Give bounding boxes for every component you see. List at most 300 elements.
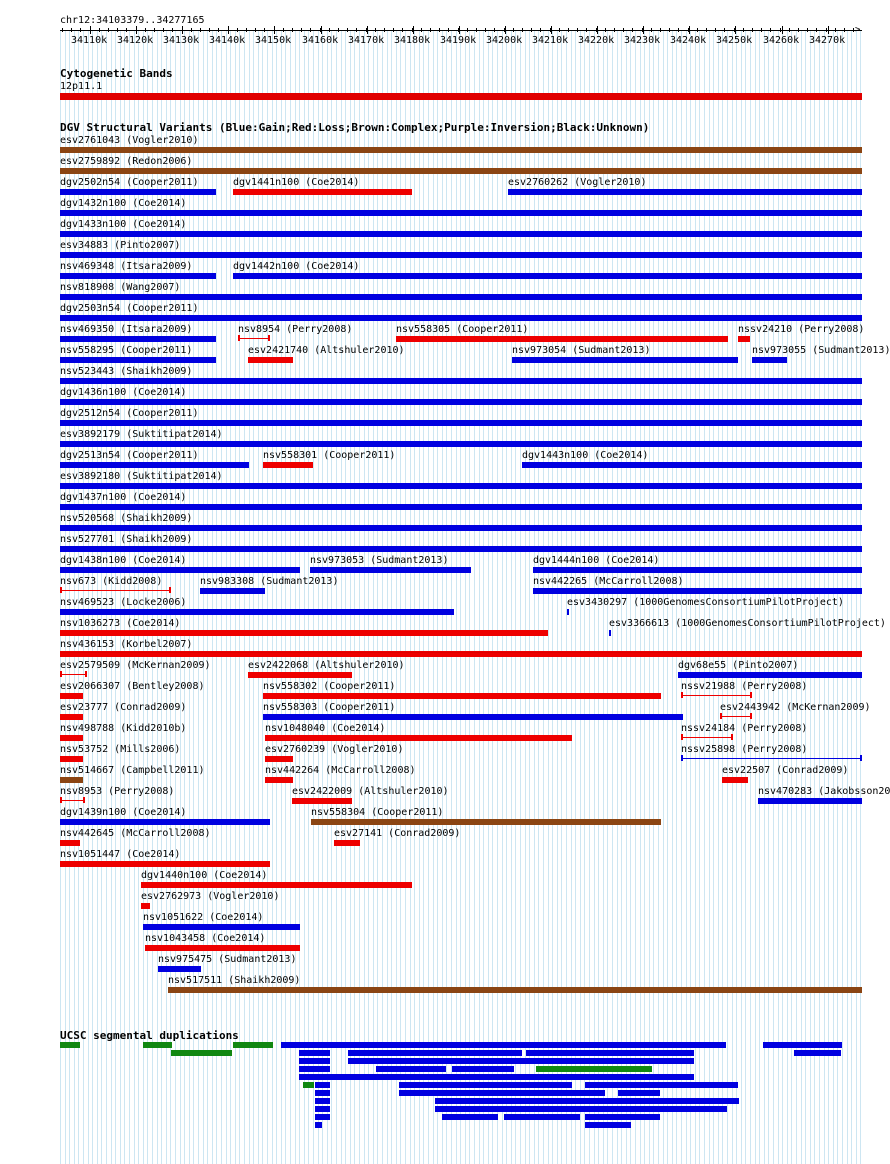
grid-line (198, 30, 199, 1164)
grid-line (410, 30, 411, 1164)
segdup-feature[interactable] (60, 1042, 80, 1048)
ruler-minor-tick (347, 28, 348, 32)
ruler-minor-tick (614, 28, 615, 32)
segdup-feature[interactable] (348, 1050, 522, 1056)
dgv-feature-bar[interactable] (265, 756, 293, 762)
ruler-minor-tick (108, 28, 109, 32)
segdup-feature[interactable] (233, 1042, 273, 1048)
dgv-feature-bar[interactable] (60, 674, 87, 675)
ruler-minor-tick (816, 28, 817, 32)
grid-line (331, 30, 332, 1164)
dgv-feature-label: nsv442264 (McCarroll2008) (265, 765, 416, 776)
dgv-feature-bar[interactable] (60, 800, 85, 801)
dgv-feature-bar[interactable] (60, 504, 862, 510)
dgv-feature-bar[interactable] (141, 903, 150, 909)
ruler-minor-tick (172, 28, 173, 32)
dgv-feature-label: nsv442645 (McCarroll2008) (60, 828, 211, 839)
dgv-feature-label: esv3892179 (Suktitipat2014) (60, 429, 223, 440)
dgv-feature-label: esv3366613 (1000GenomesConsortiumPilotProject) (609, 618, 886, 629)
ruler-minor-tick (724, 28, 725, 32)
dgv-feature-label: nsv673 (Kidd2008) (60, 576, 163, 587)
ruler-minor-tick (522, 28, 523, 32)
dgv-feature-label: dgv1432n100 (Coe2014) (60, 198, 187, 209)
dgv-feature-label: dgv1443n100 (Coe2014) (522, 450, 649, 461)
grid-line (295, 30, 296, 1164)
ruler-minor-tick (853, 28, 854, 32)
grid-line (262, 30, 263, 1164)
ruler-minor-tick (283, 28, 284, 32)
dgv-feature-end-cap (681, 755, 683, 761)
dgv-feature-label: nsv818908 (Wang2007) (60, 282, 181, 293)
segdup-feature[interactable] (399, 1090, 605, 1096)
grid-line (451, 30, 452, 1164)
dgv-feature-bar[interactable] (60, 546, 862, 552)
grid-line (267, 30, 268, 1164)
ruler-major-tick (735, 26, 736, 34)
dgv-feature-end-cap (60, 587, 62, 593)
dgv-feature-bar[interactable] (720, 716, 752, 717)
dgv-feature-bar[interactable] (758, 798, 862, 804)
grid-line (244, 30, 245, 1164)
ruler-minor-tick (531, 28, 532, 32)
dgv-feature-label: dgv2503n54 (Cooper2011) (60, 303, 199, 314)
grid-line (203, 30, 204, 1164)
dgv-feature-bar[interactable] (60, 231, 862, 237)
dgv-feature-label: nsv558295 (Cooper2011) (60, 345, 193, 356)
segdup-feature[interactable] (315, 1106, 330, 1112)
segdup-feature[interactable] (585, 1114, 660, 1120)
ruler-minor-tick (577, 28, 578, 32)
dgv-feature-bar[interactable] (508, 189, 862, 195)
dgv-feature-bar[interactable] (60, 147, 862, 153)
segdup-feature[interactable] (315, 1090, 330, 1096)
dgv-feature-bar[interactable] (60, 693, 83, 699)
dgv-feature-bar[interactable] (311, 819, 661, 825)
segdup-track-title: UCSC segmental duplications (60, 1029, 239, 1042)
segdup-feature[interactable] (452, 1066, 514, 1072)
segdup-feature[interactable] (618, 1090, 660, 1096)
dgv-feature-bar[interactable] (248, 357, 293, 363)
dgv-feature-bar[interactable] (60, 735, 83, 741)
ruler-tick-label: 34190k (440, 35, 477, 46)
dgv-feature-bar[interactable] (60, 378, 862, 384)
grid-line (189, 30, 190, 1164)
dgv-feature-end-cap (268, 335, 270, 341)
dgv-feature-bar[interactable] (158, 966, 201, 972)
grid-line (446, 30, 447, 1164)
ruler-tick-label: 34260k (763, 35, 800, 46)
dgv-feature-bar[interactable] (60, 525, 862, 531)
ruler-minor-tick (384, 28, 385, 32)
ruler-minor-tick (743, 28, 744, 32)
dgv-feature-label: nsv469348 (Itsara2009) (60, 261, 193, 272)
ruler-minor-tick (494, 28, 495, 32)
dgv-feature-bar[interactable] (681, 758, 862, 759)
dgv-feature-bar[interactable] (233, 189, 412, 195)
dgv-feature-bar[interactable] (678, 672, 862, 678)
ruler-minor-tick (485, 28, 486, 32)
dgv-feature-bar[interactable] (60, 273, 216, 279)
dgv-feature-end-cap (60, 797, 62, 803)
ruler-minor-tick (356, 28, 357, 32)
ruler-major-tick (459, 26, 460, 34)
dgv-feature-label: nssv25898 (Perry2008) (681, 744, 808, 755)
dgv-feature-label: dgv2502n54 (Cooper2011) (60, 177, 199, 188)
grid-line (538, 30, 539, 1164)
grid-line (465, 30, 466, 1164)
dgv-feature-bar[interactable] (60, 336, 216, 342)
grid-line (506, 30, 507, 1164)
segdup-feature[interactable] (348, 1058, 694, 1064)
dgv-feature-bar[interactable] (265, 735, 572, 741)
dgv-feature-bar[interactable] (265, 777, 293, 783)
dgv-feature-bar[interactable] (238, 338, 270, 339)
dgv-feature-end-cap (60, 671, 62, 677)
grid-line (488, 30, 489, 1164)
grid-line (207, 30, 208, 1164)
dgv-feature-bar[interactable] (60, 294, 862, 300)
dgv-feature-bar[interactable] (60, 168, 862, 174)
ruler-minor-tick (439, 28, 440, 32)
grid-line (364, 30, 365, 1164)
grid-line (847, 30, 848, 1164)
grid-line (377, 30, 378, 1164)
ruler-minor-tick (338, 28, 339, 32)
grid-line (272, 30, 273, 1164)
dgv-feature-label: nsv558304 (Cooper2011) (311, 807, 444, 818)
grid-line (382, 30, 383, 1164)
ruler-major-tick (689, 26, 690, 34)
dgv-feature-bar[interactable] (512, 357, 738, 363)
ruler-tick-label: 34110k (71, 35, 108, 46)
ruler-minor-tick (623, 28, 624, 32)
ruler-minor-tick (329, 28, 330, 32)
segdup-feature[interactable] (315, 1122, 322, 1128)
dgv-feature-label: nsv973053 (Sudmant2013) (310, 555, 449, 566)
grid-line (851, 30, 852, 1164)
dgv-feature-end-cap (750, 692, 752, 698)
segdup-feature[interactable] (299, 1058, 330, 1064)
grid-line (442, 30, 443, 1164)
ruler-tick-label: 34130k (163, 35, 200, 46)
dgv-feature-label: dgv1440n100 (Coe2014) (141, 870, 268, 881)
dgv-feature-label: nsv436153 (Korbel2007) (60, 639, 193, 650)
dgv-feature-bar[interactable] (60, 315, 862, 321)
dgv-feature-bar[interactable] (738, 336, 750, 342)
segdup-feature[interactable] (435, 1106, 727, 1112)
segdup-feature[interactable] (435, 1098, 739, 1104)
ruler-minor-tick (697, 28, 698, 32)
dgv-feature-bar[interactable] (396, 336, 728, 342)
dgv-feature-bar[interactable] (168, 987, 862, 993)
dgv-feature-label: nssv24210 (Perry2008) (738, 324, 865, 335)
grid-line (552, 30, 553, 1164)
segdup-feature[interactable] (315, 1098, 330, 1104)
dgv-feature-bar[interactable] (609, 630, 611, 636)
ruler-minor-tick (264, 28, 265, 32)
grid-line (557, 30, 558, 1164)
track-overflow-separator (60, 652, 862, 653)
dgv-feature-label: esv23777 (Conrad2009) (60, 702, 187, 713)
grid-line (373, 30, 374, 1164)
ruler-major-tick (321, 26, 322, 34)
ruler-minor-tick (568, 28, 569, 32)
dgv-feature-label: dgv1433n100 (Coe2014) (60, 219, 187, 230)
ruler-minor-tick (651, 28, 652, 32)
dgv-feature-bar[interactable] (200, 588, 265, 594)
ruler-minor-tick (448, 28, 449, 32)
ruler-minor-tick (421, 28, 422, 32)
dgv-feature-end-cap (85, 671, 87, 677)
ruler-major-tick (551, 26, 552, 34)
ruler-minor-tick (540, 28, 541, 32)
dgv-feature-label: dgv1436n100 (Coe2014) (60, 387, 187, 398)
grid-line (276, 30, 277, 1164)
segdup-feature[interactable] (585, 1122, 631, 1128)
dgv-feature-bar[interactable] (60, 420, 862, 426)
ruler-minor-tick (292, 28, 293, 32)
dgv-feature-bar[interactable] (522, 462, 862, 468)
dgv-feature-end-cap (750, 713, 752, 719)
ruler-minor-tick (163, 28, 164, 32)
dgv-feature-label: dgv1437n100 (Coe2014) (60, 492, 187, 503)
grid-line (290, 30, 291, 1164)
ruler-minor-tick (632, 28, 633, 32)
ruler-tick-label: 34200k (486, 35, 523, 46)
dgv-feature-bar[interactable] (60, 819, 270, 825)
ruler-major-tick (643, 26, 644, 34)
ruler-minor-tick (789, 28, 790, 32)
segdup-feature[interactable] (315, 1114, 330, 1120)
segdup-feature[interactable] (504, 1114, 580, 1120)
dgv-feature-label: nsv1051447 (Coe2014) (60, 849, 181, 860)
dgv-feature-bar[interactable] (143, 924, 300, 930)
dgv-feature-bar[interactable] (60, 441, 862, 447)
dgv-feature-label: esv2761043 (Vogler2010) (60, 135, 199, 146)
grid-line (216, 30, 217, 1164)
dgv-feature-bar[interactable] (334, 840, 360, 846)
dgv-feature-bar[interactable] (60, 714, 83, 720)
ruler-tick-label: 34230k (624, 35, 661, 46)
segdup-feature[interactable] (399, 1082, 572, 1088)
ruler-minor-tick (715, 28, 716, 32)
ruler-minor-tick (678, 28, 679, 32)
grid-line (525, 30, 526, 1164)
dgv-feature-bar[interactable] (60, 567, 300, 573)
dgv-feature-bar[interactable] (60, 590, 171, 591)
ruler-minor-tick (301, 28, 302, 32)
cytoband-label: 12p11.1 (60, 81, 103, 92)
ruler-tick-label: 34240k (670, 35, 707, 46)
dgv-feature-bar[interactable] (60, 252, 862, 258)
dgv-feature-label: dgv2512n54 (Cooper2011) (60, 408, 199, 419)
dgv-feature-bar[interactable] (60, 756, 83, 762)
dgv-feature-end-cap (731, 734, 733, 740)
grid-line (400, 30, 401, 1164)
grid-line (318, 30, 319, 1164)
dgv-feature-bar[interactable] (60, 861, 270, 867)
grid-line (387, 30, 388, 1164)
grid-line (354, 30, 355, 1164)
dgv-feature-bar[interactable] (60, 357, 216, 363)
ruler-minor-tick (467, 28, 468, 32)
dgv-feature-bar[interactable] (722, 777, 748, 783)
dgv-feature-bar[interactable] (263, 693, 661, 699)
dgv-feature-bar[interactable] (567, 609, 569, 615)
segdup-feature[interactable] (299, 1066, 330, 1072)
dgv-feature-label: esv2421740 (Altshuler2010) (248, 345, 405, 356)
dgv-feature-label: esv2422068 (Altshuler2010) (248, 660, 405, 671)
segdup-feature[interactable] (281, 1042, 726, 1048)
dgv-feature-bar[interactable] (681, 737, 733, 738)
dgv-feature-label: esv2579509 (McKernan2009) (60, 660, 211, 671)
segdup-feature[interactable] (763, 1042, 842, 1048)
segdup-feature[interactable] (303, 1082, 314, 1088)
dgv-feature-bar[interactable] (233, 273, 862, 279)
ruler-minor-tick (807, 28, 808, 32)
dgv-feature-label: esv2762973 (Vogler2010) (141, 891, 280, 902)
ruler-minor-tick (126, 28, 127, 32)
segdup-feature[interactable] (299, 1074, 694, 1080)
grid-line (230, 30, 231, 1164)
ruler-minor-tick (310, 28, 311, 32)
grid-line (350, 30, 351, 1164)
grid-line (433, 30, 434, 1164)
dgv-feature-label: nsv558302 (Cooper2011) (263, 681, 396, 692)
dgv-feature-bar[interactable] (533, 588, 862, 594)
grid-line (469, 30, 470, 1164)
dgv-feature-label: nsv975475 (Sudmant2013) (158, 954, 297, 965)
dgv-feature-label: nsv1043458 (Coe2014) (145, 933, 266, 944)
ruler-major-tick (413, 26, 414, 34)
dgv-feature-bar[interactable] (752, 357, 787, 363)
dgv-feature-label: nsv469523 (Locke2006) (60, 597, 187, 608)
grid-line (281, 30, 282, 1164)
dgv-feature-end-cap (169, 587, 171, 593)
segdup-feature[interactable] (794, 1050, 841, 1056)
ruler-minor-tick (706, 28, 707, 32)
grid-line (520, 30, 521, 1164)
ruler-minor-tick (761, 28, 762, 32)
ruler-major-tick (828, 26, 829, 34)
grid-line (308, 30, 309, 1164)
dgv-feature-bar[interactable] (60, 399, 862, 405)
ruler-minor-tick (780, 28, 781, 32)
grid-line (405, 30, 406, 1164)
dgv-feature-label: esv3430297 (1000GenomesConsortiumPilotProject) (567, 597, 844, 608)
ruler-right-arrow: > (855, 25, 861, 35)
grid-line (368, 30, 369, 1164)
grid-line (529, 30, 530, 1164)
dgv-feature-bar[interactable] (60, 777, 83, 783)
dgv-feature-bar[interactable] (263, 462, 313, 468)
segdup-feature[interactable] (585, 1082, 738, 1088)
dgv-feature-bar[interactable] (533, 567, 862, 573)
ruler-minor-tick (605, 28, 606, 32)
grid-line (548, 30, 549, 1164)
dgv-feature-bar[interactable] (145, 945, 300, 951)
dgv-feature-label: nsv527701 (Shaikh2009) (60, 534, 193, 545)
grid-line (221, 30, 222, 1164)
dgv-feature-end-cap (720, 713, 722, 719)
dgv-feature-bar[interactable] (263, 714, 683, 720)
ruler-tick-label: 34180k (394, 35, 431, 46)
dgv-feature-label: nsv498788 (Kidd2010b) (60, 723, 187, 734)
segdup-feature[interactable] (143, 1042, 172, 1048)
grid-line (437, 30, 438, 1164)
segdup-feature[interactable] (536, 1066, 652, 1072)
dgv-feature-label: nsv1051622 (Coe2014) (143, 912, 264, 923)
ruler-tick-label: 34220k (578, 35, 615, 46)
dgv-feature-bar[interactable] (60, 609, 454, 615)
grid-line (336, 30, 337, 1164)
dgv-feature-bar[interactable] (60, 189, 216, 195)
ruler-minor-tick (209, 28, 210, 32)
dgv-feature-bar[interactable] (60, 840, 80, 846)
ruler-major-tick (90, 26, 91, 34)
dgv-feature-label: nsv558305 (Cooper2011) (396, 324, 529, 335)
dgv-feature-end-cap (860, 755, 862, 761)
ruler-tick-label: 34270k (809, 35, 846, 46)
grid-line (299, 30, 300, 1164)
dgv-feature-bar[interactable] (248, 672, 352, 678)
ruler-minor-tick (660, 28, 661, 32)
dgv-feature-label: nsv523443 (Shaikh2009) (60, 366, 193, 377)
segdup-feature[interactable] (299, 1050, 330, 1056)
dgv-feature-bar[interactable] (141, 882, 412, 888)
grid-line (561, 30, 562, 1164)
dgv-feature-label: nsv520568 (Shaikh2009) (60, 513, 193, 524)
dgv-feature-end-cap (83, 797, 85, 803)
dgv-feature-bar[interactable] (681, 695, 752, 696)
segdup-feature[interactable] (171, 1050, 232, 1056)
dgv-feature-label: esv2422009 (Altshuler2010) (292, 786, 449, 797)
grid-line (396, 30, 397, 1164)
ruler-minor-tick (237, 28, 238, 32)
ruler-tick-label: 34140k (209, 35, 246, 46)
grid-line (239, 30, 240, 1164)
dgv-feature-bar[interactable] (292, 798, 352, 804)
dgv-feature-label: esv34883 (Pinto2007) (60, 240, 181, 251)
grid-line (212, 30, 213, 1164)
dgv-feature-bar[interactable] (60, 483, 862, 489)
dgv-feature-bar[interactable] (60, 210, 862, 216)
ruler-tick-label: 34120k (117, 35, 154, 46)
dgv-feature-label: nsv8953 (Perry2008) (60, 786, 175, 797)
ruler-major-tick (182, 26, 183, 34)
dgv-feature-label: nsv558303 (Cooper2011) (263, 702, 396, 713)
grid-line (456, 30, 457, 1164)
cytoband-bar[interactable] (60, 93, 862, 100)
dgv-feature-bar[interactable] (310, 567, 471, 573)
dgv-feature-bar[interactable] (60, 630, 548, 636)
segdup-feature[interactable] (376, 1066, 446, 1072)
grid-line (543, 30, 544, 1164)
ruler-minor-tick (62, 28, 63, 32)
dgv-feature-bar[interactable] (60, 462, 249, 468)
ruler-tick-label: 34210k (532, 35, 569, 46)
segdup-feature[interactable] (315, 1082, 330, 1088)
dgv-feature-label: nsv983308 (Sudmant2013) (200, 576, 339, 587)
ruler-minor-tick (393, 28, 394, 32)
segdup-feature[interactable] (442, 1114, 498, 1120)
ruler-minor-tick (117, 28, 118, 32)
grid-line (249, 30, 250, 1164)
dgv-track-title: DGV Structural Variants (Blue:Gain;Red:Loss;Brown:Complex;Purple:Inversion;Black:Unknown) (60, 121, 650, 134)
ruler-minor-tick (586, 28, 587, 32)
grid-line (860, 30, 861, 1164)
segdup-feature[interactable] (526, 1050, 694, 1056)
